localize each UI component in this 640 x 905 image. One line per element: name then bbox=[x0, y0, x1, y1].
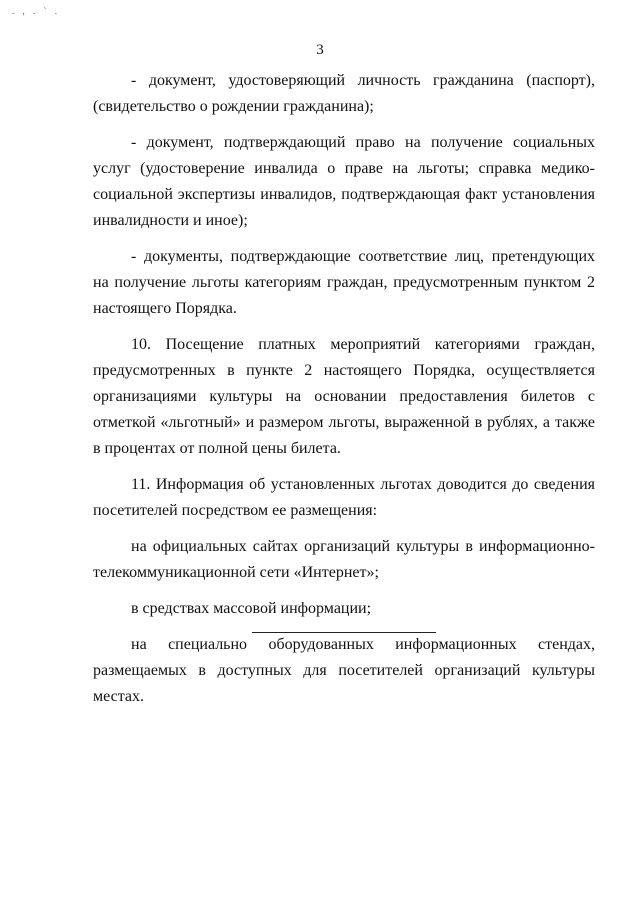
paragraph-passport: - документ, удостоверяющий личность гражданина (паспорт), (свидетельство о рождении гражданина); bbox=[93, 72, 595, 115]
paragraph-category-documents: - документы, подтверждающие соответствие лиц, претендующих на получение льготы категориям граждан, предусмотренным пунктом 2 настоящего Порядка. bbox=[93, 248, 595, 317]
paragraph-item-11: 11. Информация об установленных льготах доводится до сведения посетителей посредством ее размещения: bbox=[93, 476, 595, 519]
paragraph-info-stands: на специально оборудованных информационных стендах, размещаемых в доступных для посетителей организаций культуры местах. bbox=[93, 636, 595, 705]
paragraph-item-10: 10. Посещение платных мероприятий категориями граждан, предусмотренных в пункте 2 настоящего Порядка, осуществляется организациями культуры на основании предоставления билетов с отметкой «льготный» и размером льготы, выраженной в рублях, а также в процентах от полной цены билета. bbox=[93, 336, 595, 457]
paragraph-benefit-document: - документ, подтверждающий право на получение социальных услуг (удостоверение инвалида о праве на льготы; справка медико-социальной экспертизы инвалидов, подтверждающая факт установления инвалидности и иное); bbox=[93, 134, 595, 229]
paragraph-mass-media: в средствах массовой информации; bbox=[131, 600, 372, 617]
page-number: 3 bbox=[316, 42, 324, 58]
document-body bbox=[93, 68, 595, 720]
paragraph-official-sites: на официальных сайтах организаций культуры в информационно-телекоммуникационной сети «Интернет»; bbox=[93, 538, 595, 581]
scan-marks: . , . ` . bbox=[12, 6, 60, 16]
closing-rule bbox=[252, 632, 436, 633]
